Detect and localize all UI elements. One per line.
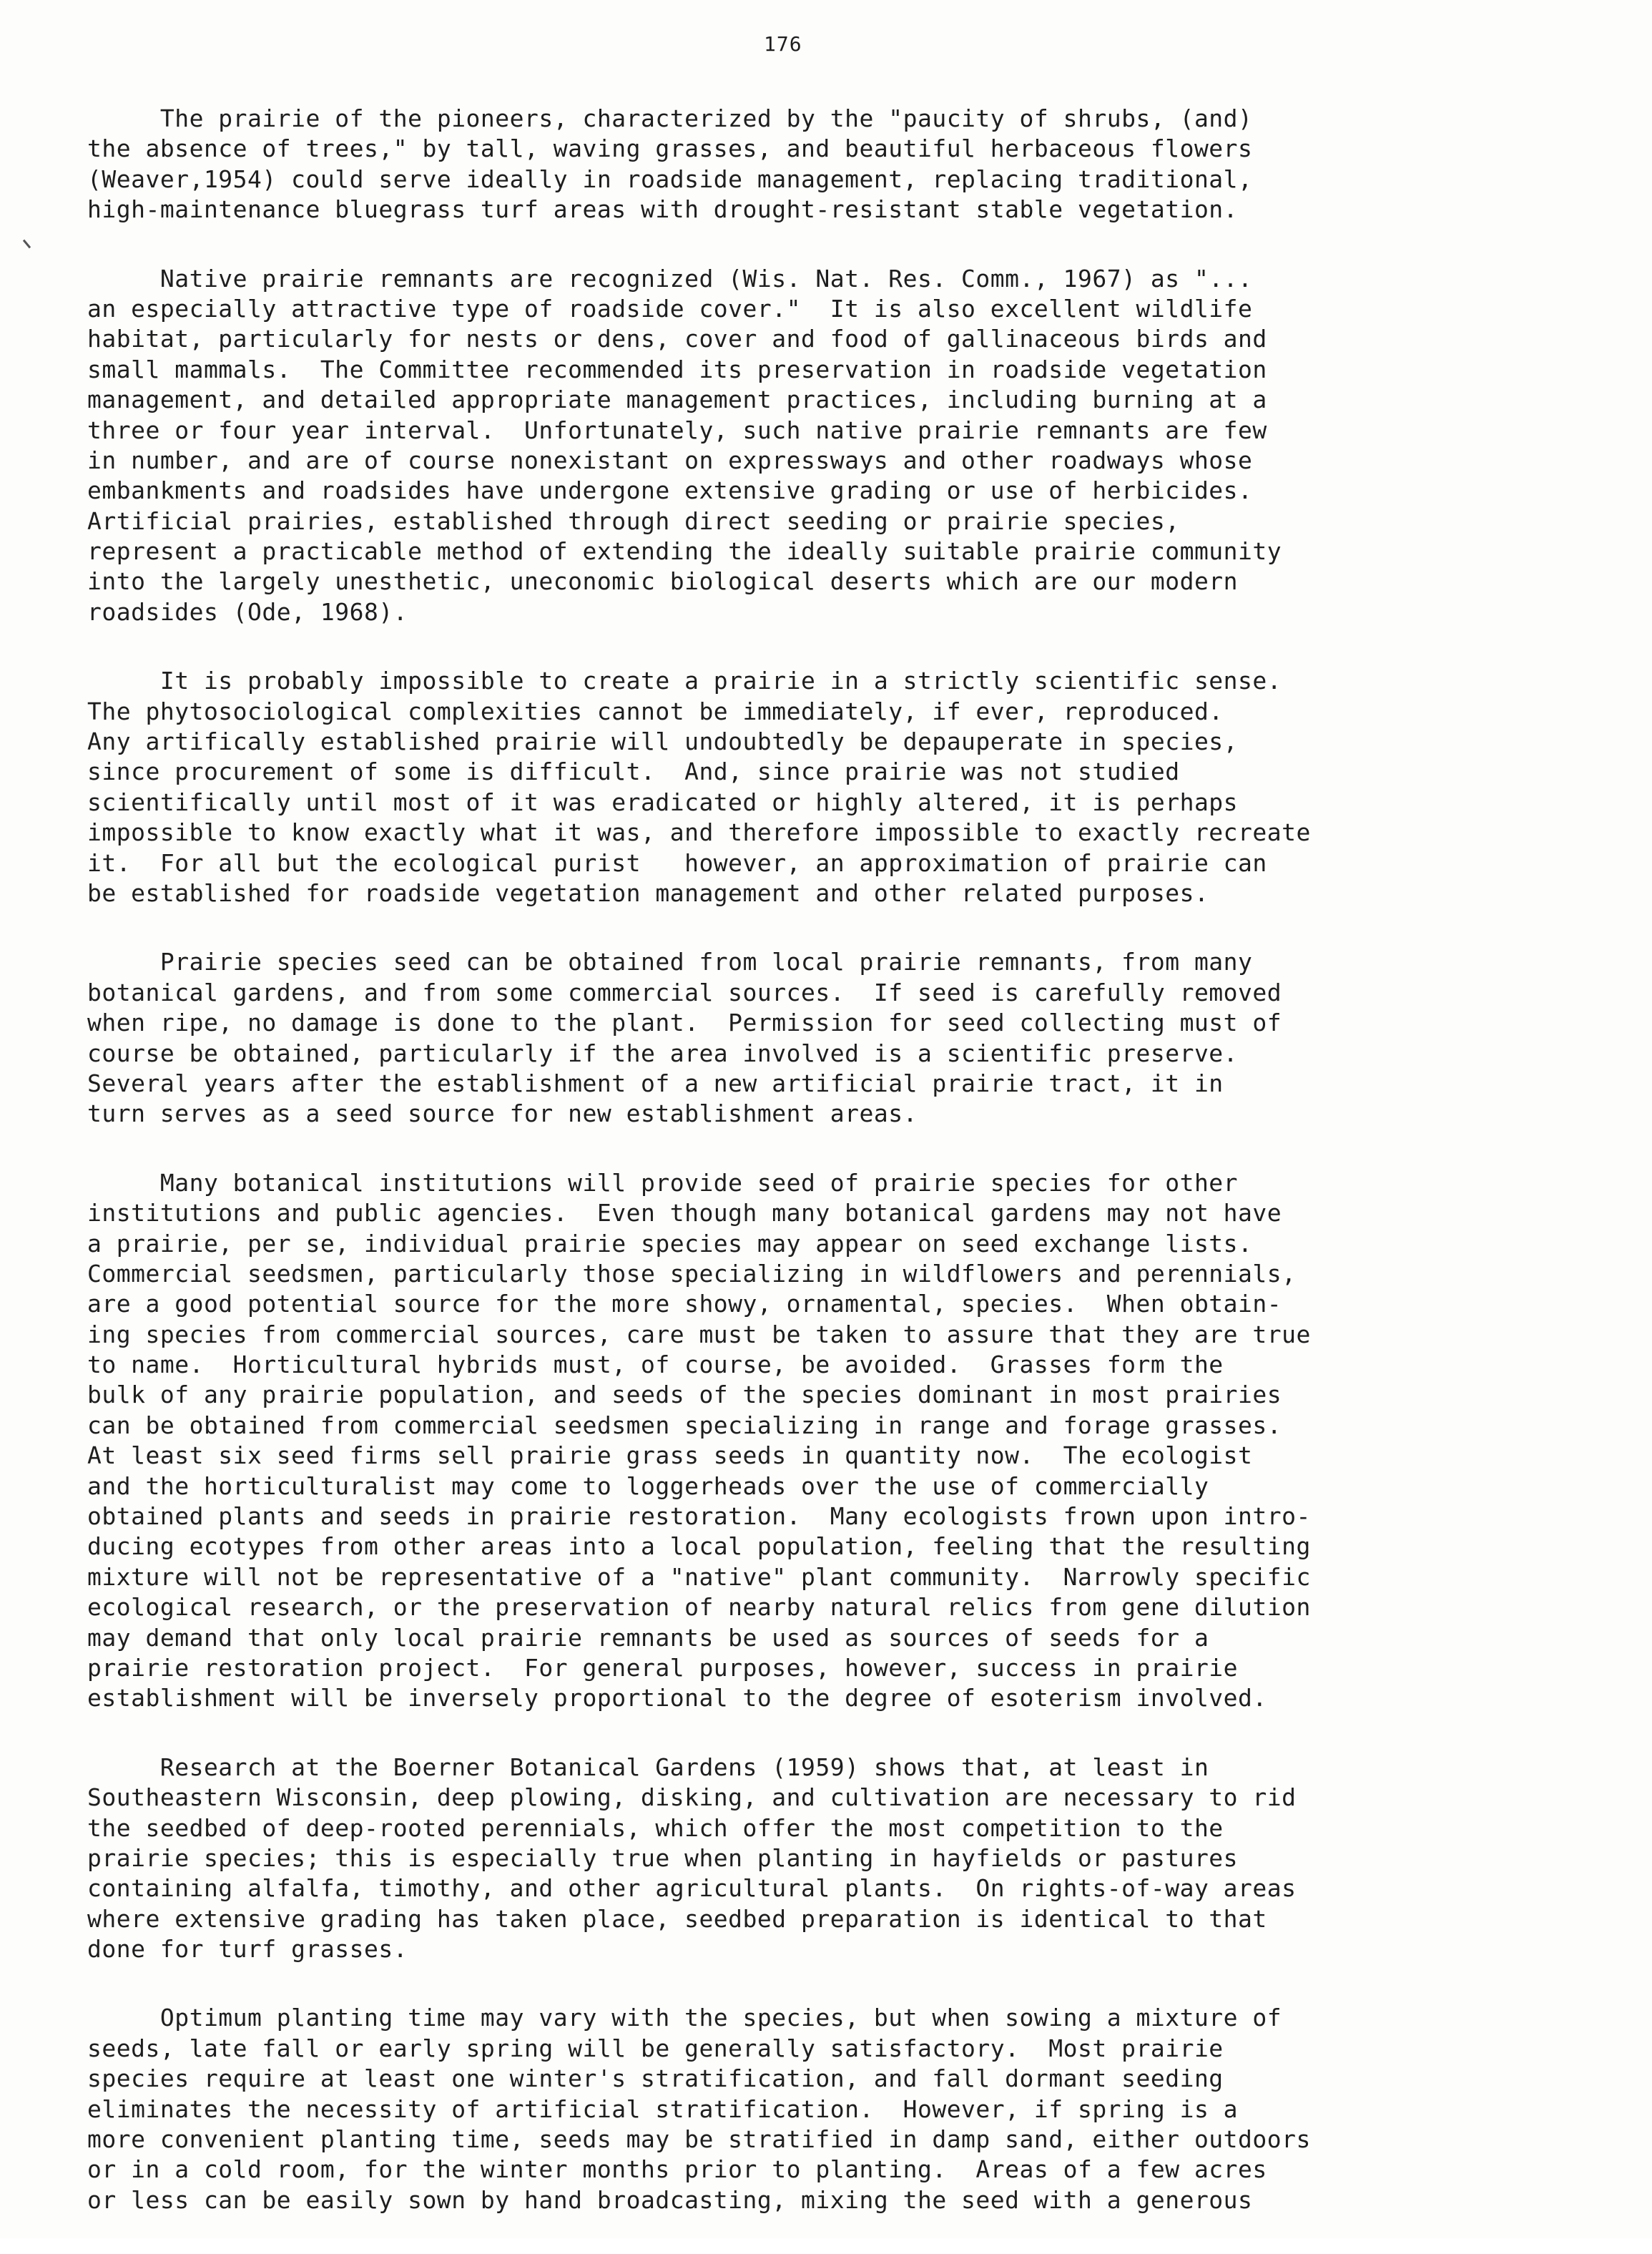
body-text [87,104,1618,2254]
text-line: Research at the Boerner Botanical Gardens (1959) shows that, at least in [87,1753,1209,1781]
text-line: prairie species; this is especially true when planting in hayfields or pastures [87,1843,1239,1872]
text-line: seeds, late fall or early spring will be generally satisfactory. Most prairie [87,2034,1224,2062]
text-line: the seedbed of deep-rooted perennials, which offer the most competition to the [87,1813,1224,1842]
text-line: Several years after the establishment of a new artificial prairie tract, it in [87,1069,1224,1097]
text-line: Prairie species seed can be obtained from local prairie remnants, from many [87,948,1253,976]
paragraph [87,2003,1618,2215]
text-line: obtained plants and seeds in prairie restoration. Many ecologists frown upon intro- [87,1502,1311,1531]
text-line: species require at least one winter's stratification, and fall dormant seeding [87,2064,1224,2093]
paragraph [87,666,1618,908]
text-line: establishment will be inversely proportional to the degree of esoterism involved. [87,1684,1267,1712]
text-line: (Weaver,1954) could serve ideally in roadside management, replacing traditional, [87,165,1253,193]
text-line: eliminates the necessity of artificial stratification. However, if spring is a [87,2094,1239,2123]
text-line: Native prairie remnants are recognized (Wis. Nat. Res. Comm., 1967) as "... [87,264,1253,293]
text-line: represent a practicable method of extending the ideally suitable prairie community [87,537,1282,566]
text-line: It is probably impossible to create a prairie in a strictly scientific sense. [87,667,1282,695]
text-line: Any artifically established prairie will undoubtedly be depauperate in species, [87,727,1239,756]
text-line: and the horticulturalist may come to loggerheads over the use of commercially [87,1471,1209,1500]
stray-pen-mark [23,240,31,249]
text-line: an especially attractive type of roadside cover." It is also excellent wildlife [87,294,1253,323]
text-line: small mammals. The Committee recommended its preservation in roadside vegetation [87,355,1267,383]
text-line: more convenient planting time, seeds may be stratified in damp sand, either outdoors [87,2125,1311,2154]
text-line: are a good potential source for the more showy, ornamental, species. When obtain- [87,1290,1282,1318]
text-line: At least six seed firms sell prairie grass seeds in quantity now. The ecologist [87,1441,1253,1470]
text-line: Optimum planting time may vary with the species, but when sowing a mixture of [87,2004,1282,2032]
text-line: The prairie of the pioneers, characterized by the "paucity of shrubs, (and) [87,104,1253,132]
text-line: to name. Horticultural hybrids must, of course, be avoided. Grasses form the [87,1351,1224,1379]
text-line: three or four year interval. Unfortunately, such native prairie remnants are few [87,416,1267,444]
text-line: can be obtained from commercial seedsmen specializing in range and forage grasses. [87,1411,1282,1439]
text-line: bulk of any prairie population, and seeds of the species dominant in most prairies [87,1381,1282,1409]
paragraph [87,1168,1618,1714]
text-line: management, and detailed appropriate management practices, including burning at a [87,386,1267,414]
text-line: Southeastern Wisconsin, deep plowing, disking, and cultivation are necessary to rid [87,1783,1297,1812]
paragraph [87,104,1618,225]
text-line: The phytosociological complexities cannot be immediately, if ever, reproduced. [87,697,1224,725]
text-line: high-maintenance bluegrass turf areas with drought-resistant stable vegetation. [87,195,1239,224]
paragraph [87,264,1618,628]
text-line: it. For all but the ecological purist however, an approximation of prairie can [87,848,1267,877]
text-line: done for turf grasses. [87,1935,408,1964]
text-line: ducing ecotypes from other areas into a local population, feeling that the resulting [87,1532,1311,1561]
text-line: botanical gardens, and from some commercial sources. If seed is carefully removed [87,978,1282,1006]
text-line: or less can be easily sown by hand broadcasting, mixing the seed with a generous [87,2185,1253,2214]
paragraph [87,1753,1618,1965]
text-line: ecological research, or the preservation of nearby natural relics from gene dilution [87,1593,1311,1622]
text-line: or in a cold room, for the winter months prior to planting. Areas of a few acres [87,2155,1267,2184]
text-line: embankments and roadsides have undergone extensive grading or use of herbicides. [87,476,1253,505]
text-line: prairie restoration project. For general purposes, however, success in prairie [87,1653,1239,1682]
text-line: in number, and are of course nonexistant on expressways and other roadways whose [87,446,1253,474]
text-line: be established for roadside vegetation management and other related purposes. [87,878,1209,907]
text-line: roadsides (Ode, 1968). [87,597,408,626]
text-line: Many botanical institutions will provide seed of prairie species for other [87,1168,1239,1197]
text-line: into the largely unesthetic, uneconomic biological deserts which are our modern [87,567,1239,596]
paragraph [87,947,1618,1129]
text-line: may demand that only local prairie remnants be used as sources of seeds for a [87,1623,1209,1652]
text-line: habitat, particularly for nests or dens, cover and food of gallinaceous birds and [87,325,1267,353]
text-line: since procurement of some is difficult. And, since prairie was not studied [87,758,1180,786]
page-number: 176 [764,32,802,56]
text-line: impossible to know exactly what it was, and therefore impossible to exactly recreate [87,818,1311,847]
text-line: turn serves as a seed source for new establishment areas. [87,1099,918,1128]
text-line: course be obtained, particularly if the area involved is a scientific preserve. [87,1039,1239,1067]
text-line: Artificial prairies, established through direct seeding or prairie species, [87,506,1180,535]
text-line: the absence of trees," by tall, waving grasses, and beautiful herbaceous flowers [87,134,1253,163]
text-line: when ripe, no damage is done to the plant. Permission for seed collecting must of [87,1009,1282,1037]
text-line: Commercial seedsmen, particularly those specializing in wildflowers and perennials, [87,1259,1297,1288]
text-line: scientifically until most of it was eradicated or highly altered, it is perhaps [87,788,1239,816]
text-line: mixture will not be representative of a "native" plant community. Narrowly specific [87,1562,1311,1591]
text-line: where extensive grading has taken place, seedbed preparation is identical to that [87,1904,1267,1933]
text-line: ing species from commercial sources, care must be taken to assure that they are true [87,1320,1311,1348]
text-line: institutions and public agencies. Even though many botanical gardens may not have [87,1199,1282,1228]
text-line: containing alfalfa, timothy, and other agricultural plants. On rights-of-way areas [87,1874,1297,1903]
text-line: a prairie, per se, individual prairie species may appear on seed exchange lists. [87,1229,1253,1258]
